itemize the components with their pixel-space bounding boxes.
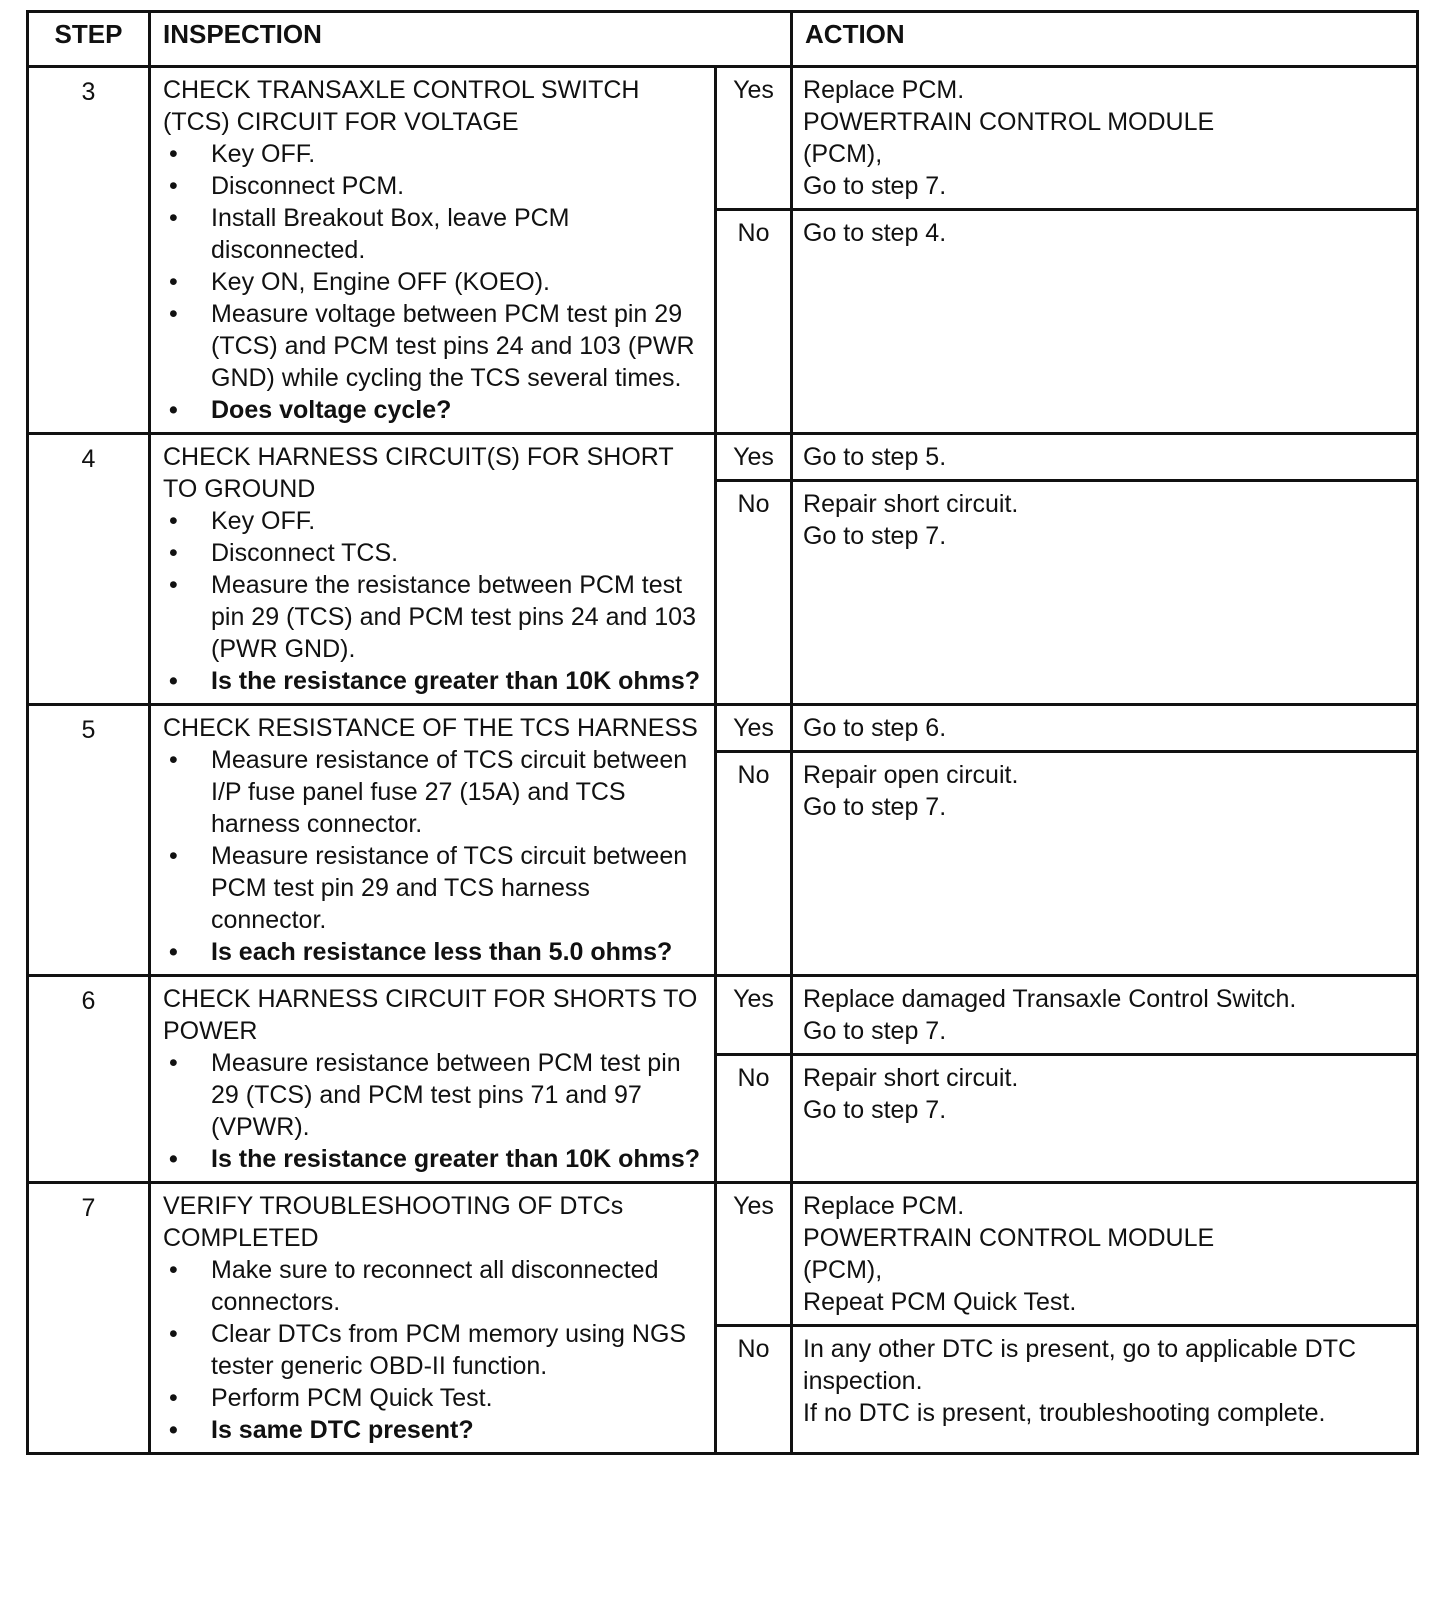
step-row-yes (28, 1183, 1418, 1326)
bullet-icon: • (169, 1320, 178, 1348)
step-row-yes (28, 434, 1418, 481)
step-number: 7 (28, 1183, 150, 1454)
action-line: Go to step 4. (803, 219, 947, 247)
action-line: Go to step 7. (803, 522, 947, 550)
action-line: Go to step 7. (803, 793, 947, 821)
inspection-list (163, 1047, 706, 1175)
header-step: STEP (28, 12, 150, 67)
action-line: Repair short circuit. (803, 1064, 1019, 1092)
bullet-icon: • (169, 507, 178, 535)
inspection-title: CHECK RESISTANCE OF THE TCS HARNESS (163, 714, 698, 742)
inspection-cell (150, 434, 716, 705)
question-text: Does voltage cycle? (211, 396, 452, 424)
inspection-cell (150, 67, 716, 434)
yes-action (792, 434, 1418, 481)
bullet-icon: • (169, 539, 178, 567)
inspection-bullet (163, 505, 706, 537)
action-line: Go to step 6. (803, 714, 947, 742)
bullet-icon: • (169, 140, 178, 168)
inspection-bullet (163, 1318, 706, 1382)
step-row-yes (28, 976, 1418, 1055)
inspection-list (163, 1254, 706, 1446)
inspection-question (163, 1414, 706, 1446)
header-row (28, 12, 1418, 67)
inspection-bullet (163, 170, 706, 202)
no-action (792, 752, 1418, 976)
bullet-text: Key ON, Engine OFF (KOEO). (211, 268, 550, 296)
bullet-text: Measure the resistance between PCM test pin 29 (TCS) and PCM test pins 24 and 103 (PWR GND). (211, 571, 696, 663)
yes-label: Yes (716, 976, 792, 1055)
step-number: 6 (28, 976, 150, 1183)
action-line: Replace PCM. (803, 1192, 965, 1220)
bullet-icon: • (169, 1416, 178, 1444)
bullet-text: Install Breakout Box, leave PCM disconnected. (211, 204, 570, 264)
no-action (792, 1055, 1418, 1183)
step-row-yes (28, 67, 1418, 210)
inspection-title: CHECK HARNESS CIRCUIT(S) FOR SHORT TO GROUND (163, 443, 674, 503)
header-inspection: INSPECTION (150, 12, 792, 67)
step-number: 5 (28, 705, 150, 976)
bullet-icon: • (169, 396, 178, 424)
bullet-text: Key OFF. (211, 507, 316, 535)
bullet-icon: • (169, 204, 178, 232)
action-line: In any other DTC is present, go to applicable DTC inspection. (803, 1335, 1357, 1395)
bullet-icon: • (169, 172, 178, 200)
inspection-bullet (163, 298, 706, 394)
action-line: (PCM), (803, 140, 883, 168)
inspection-title: CHECK HARNESS CIRCUIT FOR SHORTS TO POWER (163, 985, 698, 1045)
header-action: ACTION (792, 12, 1418, 67)
action-line: Go to step 7. (803, 1017, 947, 1045)
bullet-text: Measure voltage between PCM test pin 29 (TCS) and PCM test pins 24 and 103 (PWR GND) while cycling the TCS several times. (211, 300, 695, 392)
question-text: Is same DTC present? (211, 1416, 474, 1444)
inspection-bullet (163, 840, 706, 936)
action-line: Repeat PCM Quick Test. (803, 1288, 1077, 1316)
yes-label: Yes (716, 67, 792, 210)
yes-label: Yes (716, 705, 792, 752)
inspection-question (163, 394, 706, 426)
action-line: POWERTRAIN CONTROL MODULE (803, 1224, 1215, 1252)
inspection-bullet (163, 1254, 706, 1318)
inspection-cell (150, 1183, 716, 1454)
question-text: Is the resistance greater than 10K ohms? (211, 1145, 701, 1173)
inspection-question (163, 665, 706, 697)
inspection-question (163, 936, 706, 968)
bullet-text: Measure resistance between PCM test pin 29 (TCS) and PCM test pins 71 and 97 (VPWR). (211, 1049, 681, 1141)
bullet-text: Key OFF. (211, 140, 316, 168)
inspection-bullet (163, 266, 706, 298)
action-line: POWERTRAIN CONTROL MODULE (803, 108, 1215, 136)
action-line: Repair short circuit. (803, 490, 1019, 518)
inspection-cell (150, 976, 716, 1183)
inspection-bullet (163, 202, 706, 266)
bullet-icon: • (169, 1145, 178, 1173)
action-line: Go to step 7. (803, 172, 947, 200)
no-action (792, 210, 1418, 434)
yes-action (792, 1183, 1418, 1326)
action-line: If no DTC is present, troubleshooting complete. (803, 1399, 1326, 1427)
bullet-icon: • (169, 300, 178, 328)
inspection-bullet (163, 1047, 706, 1143)
bullet-icon: • (169, 268, 178, 296)
action-line: (PCM), (803, 1256, 883, 1284)
bullet-icon: • (169, 746, 178, 774)
yes-action (792, 705, 1418, 752)
inspection-question (163, 1143, 706, 1175)
action-line: Go to step 5. (803, 443, 947, 471)
bullet-text: Perform PCM Quick Test. (211, 1384, 493, 1412)
no-label: No (716, 481, 792, 705)
action-line: Repair open circuit. (803, 761, 1019, 789)
inspection-cell (150, 705, 716, 976)
troubleshooting-table (26, 10, 1419, 1455)
inspection-list (163, 744, 706, 968)
bullet-icon: • (169, 842, 178, 870)
inspection-bullet (163, 138, 706, 170)
step-row-yes (28, 705, 1418, 752)
inspection-title: VERIFY TROUBLESHOOTING OF DTCs COMPLETED (163, 1192, 624, 1252)
yes-action (792, 67, 1418, 210)
step-number: 3 (28, 67, 150, 434)
no-action (792, 481, 1418, 705)
action-line: Replace PCM. (803, 76, 965, 104)
inspection-bullet (163, 744, 706, 840)
bullet-text: Clear DTCs from PCM memory using NGS tester generic OBD-II function. (211, 1320, 687, 1380)
inspection-bullet (163, 569, 706, 665)
inspection-title: CHECK TRANSAXLE CONTROL SWITCH (TCS) CIRCUIT FOR VOLTAGE (163, 76, 640, 136)
bullet-icon: • (169, 571, 178, 599)
inspection-list (163, 505, 706, 697)
bullet-icon: • (169, 1256, 178, 1284)
bullet-icon: • (169, 1049, 178, 1077)
yes-action (792, 976, 1418, 1055)
action-line: Go to step 7. (803, 1096, 947, 1124)
step-number: 4 (28, 434, 150, 705)
inspection-list (163, 138, 706, 426)
bullet-icon: • (169, 1384, 178, 1412)
bullet-text: Measure resistance of TCS circuit between I/P fuse panel fuse 27 (15A) and TCS harness connector. (211, 746, 688, 838)
yes-label: Yes (716, 434, 792, 481)
no-label: No (716, 1055, 792, 1183)
inspection-bullet (163, 1382, 706, 1414)
bullet-text: Measure resistance of TCS circuit between PCM test pin 29 and TCS harness connector. (211, 842, 688, 934)
no-action (792, 1326, 1418, 1454)
inspection-bullet (163, 537, 706, 569)
question-text: Is each resistance less than 5.0 ohms? (211, 938, 673, 966)
bullet-icon: • (169, 667, 178, 695)
no-label: No (716, 752, 792, 976)
no-label: No (716, 1326, 792, 1454)
yes-label: Yes (716, 1183, 792, 1326)
bullet-text: Make sure to reconnect all disconnected connectors. (211, 1256, 659, 1316)
bullet-icon: • (169, 938, 178, 966)
question-text: Is the resistance greater than 10K ohms? (211, 667, 701, 695)
bullet-text: Disconnect PCM. (211, 172, 405, 200)
no-label: No (716, 210, 792, 434)
action-line: Replace damaged Transaxle Control Switch. (803, 985, 1297, 1013)
bullet-text: Disconnect TCS. (211, 539, 399, 567)
